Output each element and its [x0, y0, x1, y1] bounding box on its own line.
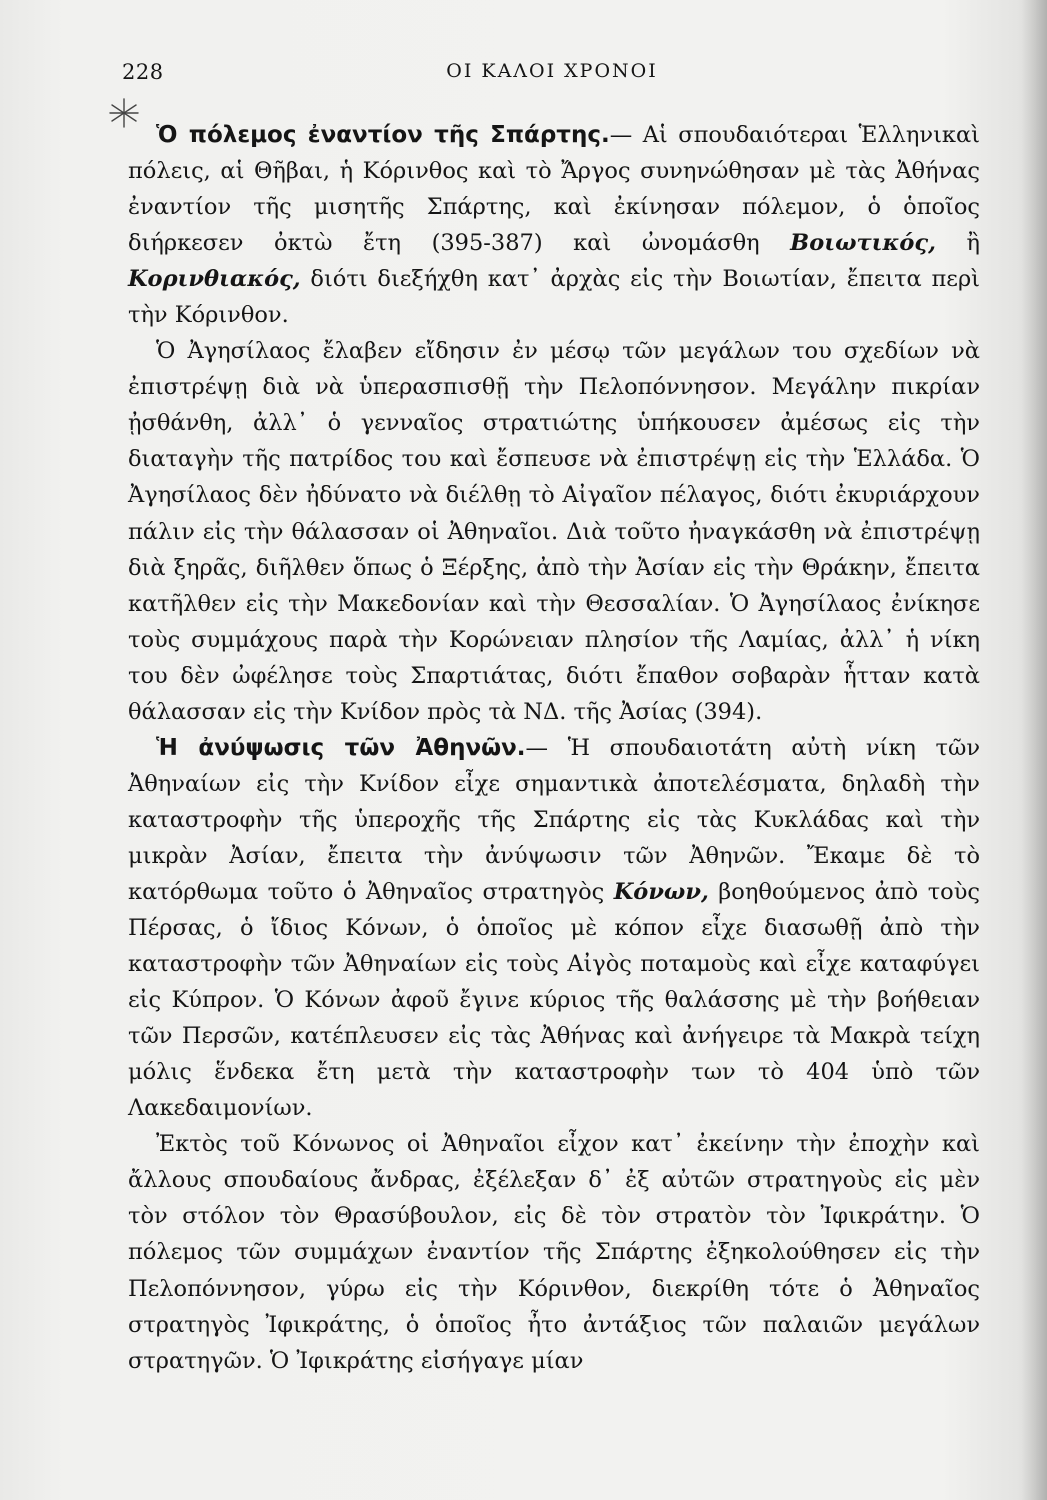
paragraph-text: βοηθούμενος ἀπὸ τοὺς Πέρσας, ὁ ἴδιος Κόνων, ὁ ὁποῖος μὲ κόπον εἶχε διασωθῇ ἀπὸ τὴν καταστροφὴν τῶν Ἀθηναίων εἰς τοὺς Αἰγὸς ποταμοὺς καὶ εἶχε καταφύγει εἰς Κύπρον. Ὁ Κόνων ἀφοῦ ἔγινε κύριος τῆς θαλάσσης μὲ τὴν βοήθειαν τῶν Περσῶν, κατέπλευσεν εἰς τὰς Ἀθήνας καὶ ἀνήγειρε τὰ Μακρὰ τείχη μόλις ἕνδεκα ἔτη μετὰ τὴν καταστροφὴν των τὸ 404 ὑπὸ τῶν Λακεδαιμονίων.	[128, 878, 980, 1122]
section-heading-war-against-sparta: Ὁ πόλεμος ἐναντίον τῆς Σπάρτης.	[156, 122, 610, 148]
body-text	[128, 117, 980, 1379]
page-number: 228	[122, 60, 164, 84]
running-title: ΟΙ ΚΑΛΟΙ ΧΡΟΝΟΙ	[446, 60, 658, 82]
paragraph-text: διότι διεξήχθη κατ᾽ ἀρχὰς εἰς τὴν Βοιωτίαν, ἔπειτα περὶ τὴν Κόρινθον.	[128, 266, 980, 329]
paragraph-war-against-sparta	[128, 117, 980, 333]
paragraph-text: ἢ	[935, 230, 980, 257]
paragraph-text: Αἱ σπουδαιότεραι Ἑλληνικαὶ πόλεις, αἱ Θῆβαι, ἡ Κόρινθος καὶ τὸ Ἄργος συνηνώθησαν μὲ τὰς Ἀθήνας ἐναντίον τῆς μισητῆς Σπάρτης, καὶ ἐκίνησαν πόλεμον, ὁ ὁποῖος διήρκεσεν ὀκτὼ ἔτη (395-387) καὶ ὠνομάσθη	[128, 122, 980, 257]
term-konon: Κόνων,	[613, 878, 709, 905]
heading-dash: —	[525, 734, 568, 761]
paragraph-agesilaus: Ὁ Ἀγησίλαος ἔλαβεν εἴδησιν ἐν μέσῳ τῶν μεγάλων του σχεδίων νὰ ἐπιστρέψῃ διὰ νὰ ὑπερασπισθῇ τὴν Πελοπόννησον. Μεγάλην πικρίαν ᾐσθάνθη, ἀλλ᾽ ὁ γενναῖος στρατιώτης ὑπήκουσεν ἀμέσως εἰς τὴν διαταγὴν τῆς πατρίδος του καὶ ἔσπευσε νὰ ἐπιστρέψῃ εἰς τὴν Ἑλλάδα. Ὁ Ἀγησίλαος δὲν ἠδύνατο νὰ διέλθῃ τὸ Αἰγαῖον πέλαγος, διότι ἐκυριάρχουν πάλιν εἰς τὴν θάλασσαν οἱ Ἀθηναῖοι. Διὰ τοῦτο ἠναγκάσθη νὰ ἐπιστρέψῃ διὰ ξηρᾶς, διῆλθεν ὅπως ὁ Ξέρξης, ἀπὸ τὴν Ἀσίαν εἰς τὴν Θράκην, ἔπειτα κατῆλθεν εἰς τὴν Μακεδονίαν καὶ τὴν Θεσσαλίαν. Ὁ Ἀγησίλαος ἐνίκησε τοὺς συμμάχους παρὰ τὴν Κορώνειαν πλησίον τῆς Λαμίας, ἀλλ᾽ ἡ νίκη του δὲν ὠφέλησε τοὺς Σπαρτιάτας, διότι ἔπαθον σοβαρὰν ἧτταν κατὰ θάλασσαν εἰς τὴν Κνίδον πρὸς τὰ ΝΔ. τῆς Ἀσίας (394).	[128, 338, 980, 725]
paragraph-text: Ἡ σπουδαιοτάτη αὐτὴ νίκη τῶν Ἀθηναίων εἰς τὴν Κνίδον εἶχε σημαντικὰ ἀποτελέσματα, δηλαδὴ τὴν καταστροφὴν τῆς ὑπεροχῆς τῆς Σπάρτης εἰς τὰς Κυκλάδας καὶ τὴν μικρὰν Ἀσίαν, ἔπειτα τὴν ἀνύψωσιν τῶν Ἀθηνῶν. Ἔκαμε δὲ τὸ κατόρθωμα τοῦτο ὁ Ἀθηναῖος στρατηγὸς	[128, 734, 981, 905]
term-corinthian: Κορινθιακός,	[128, 266, 301, 293]
paragraph-rise-of-athens	[128, 730, 980, 1127]
term-boeotian: Βοιωτικός,	[790, 230, 936, 257]
section-heading-rise-of-athens: Ἡ ἀνύψωσις τῶν Ἀθηνῶν.	[156, 734, 526, 761]
page-edge-shadow	[1021, 0, 1047, 1500]
page-header	[122, 60, 982, 90]
paragraph-iphicrates: Ἐκτὸς τοῦ Κόνωνος οἱ Ἀθηναῖοι εἶχον κατ᾽ ἐκείνην τὴν ἐποχὴν καὶ ἄλλους σπουδαίους ἄνδρας, ἐξέλεξαν δ᾽ ἐξ αὐτῶν στρατηγοὺς εἰς μὲν τὸν στόλον τὸν Θρασύβουλον, εἰς δὲ τὸν στρατὸν τὸν Ἰφικράτην. Ὁ πόλεμος τῶν συμμάχων ἐναντίον τῆς Σπάρτης ἐξηκολούθησεν εἰς τὴν Πελοπόννησον, γύρω εἰς τὴν Κόρινθον, διεκρίθη τότε ὁ Ἀθηναῖος στρατηγὸς Ἰφικράτης, ὁ ὁποῖος ἦτο ἀντάξιος τῶν παλαιῶν μεγάλων στρατηγῶν. Ὁ Ἰφικράτης εἰσήγαγε μίαν	[128, 1131, 980, 1374]
heading-dash: —	[609, 122, 643, 148]
